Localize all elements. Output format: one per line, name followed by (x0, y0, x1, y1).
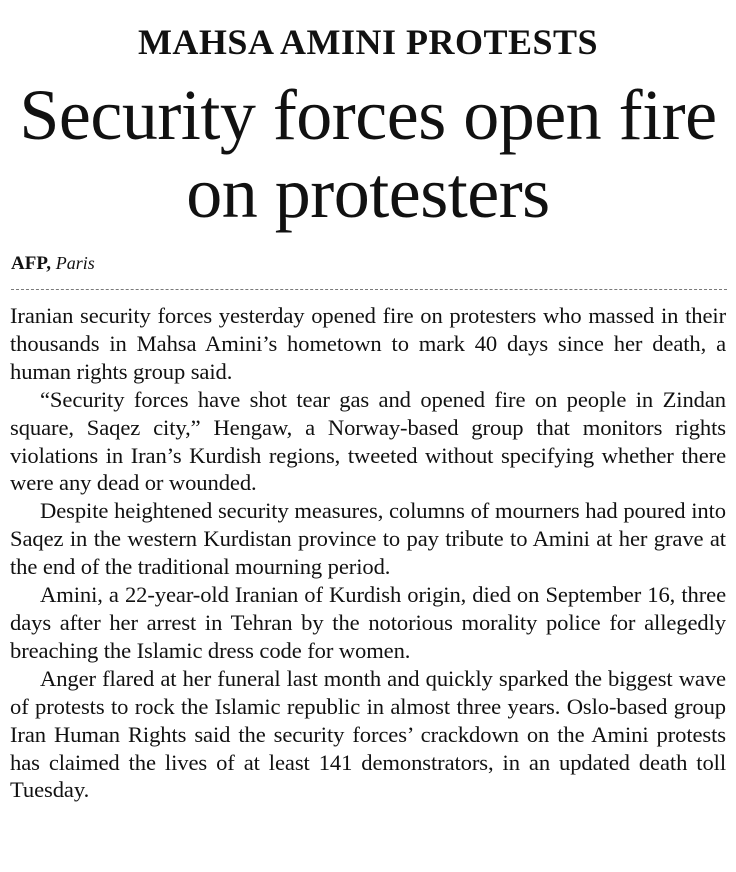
article-paragraph: Iranian security forces yesterday opened fire on protesters who massed in their thousands in Mahsa Amini’s hometown to mark 40 days since her death, a human rights group said. (10, 303, 726, 384)
kicker: MAHSA AMINI PROTESTS (137, 22, 599, 62)
article-paragraph: Amini, a 22-year-old Iranian of Kurdish origin, died on September 16, three days after her arrest in Tehran by the notorious morality police for allegedly breaching the Islamic dress code for women. (10, 582, 726, 663)
article-paragraph: “Security forces have shot tear gas and opened fire on people in Zindan square, Saqez city,” Hengaw, a Norway-based group that monitors rights violations in Iran’s Kurdish regions, tweeted without specifying whether there were any dead or wounded. (10, 386, 726, 496)
article-paragraph: Despite heightened security measures, columns of mourners had poured into Saqez in the western Kurdistan province to pay tribute to Amini at her grave at the end of the traditional mourning period. (10, 498, 726, 580)
byline-agency: AFP, (11, 253, 51, 274)
separator-rule (11, 289, 727, 290)
headline: Security forces open fire on protesters (19, 75, 717, 233)
article-body (10, 302, 726, 804)
byline-place: Paris (55, 253, 95, 273)
byline (11, 252, 95, 275)
article-paragraph: Anger flared at her funeral last month and quickly sparked the biggest wave of protests to rock the Islamic republic in almost three years. Oslo-based group Iran Human Rights said the security forces’ crackdown on the Amini protests has claimed the lives of at least 141 demonstrators, in an updated death toll Tuesday. (10, 665, 726, 803)
